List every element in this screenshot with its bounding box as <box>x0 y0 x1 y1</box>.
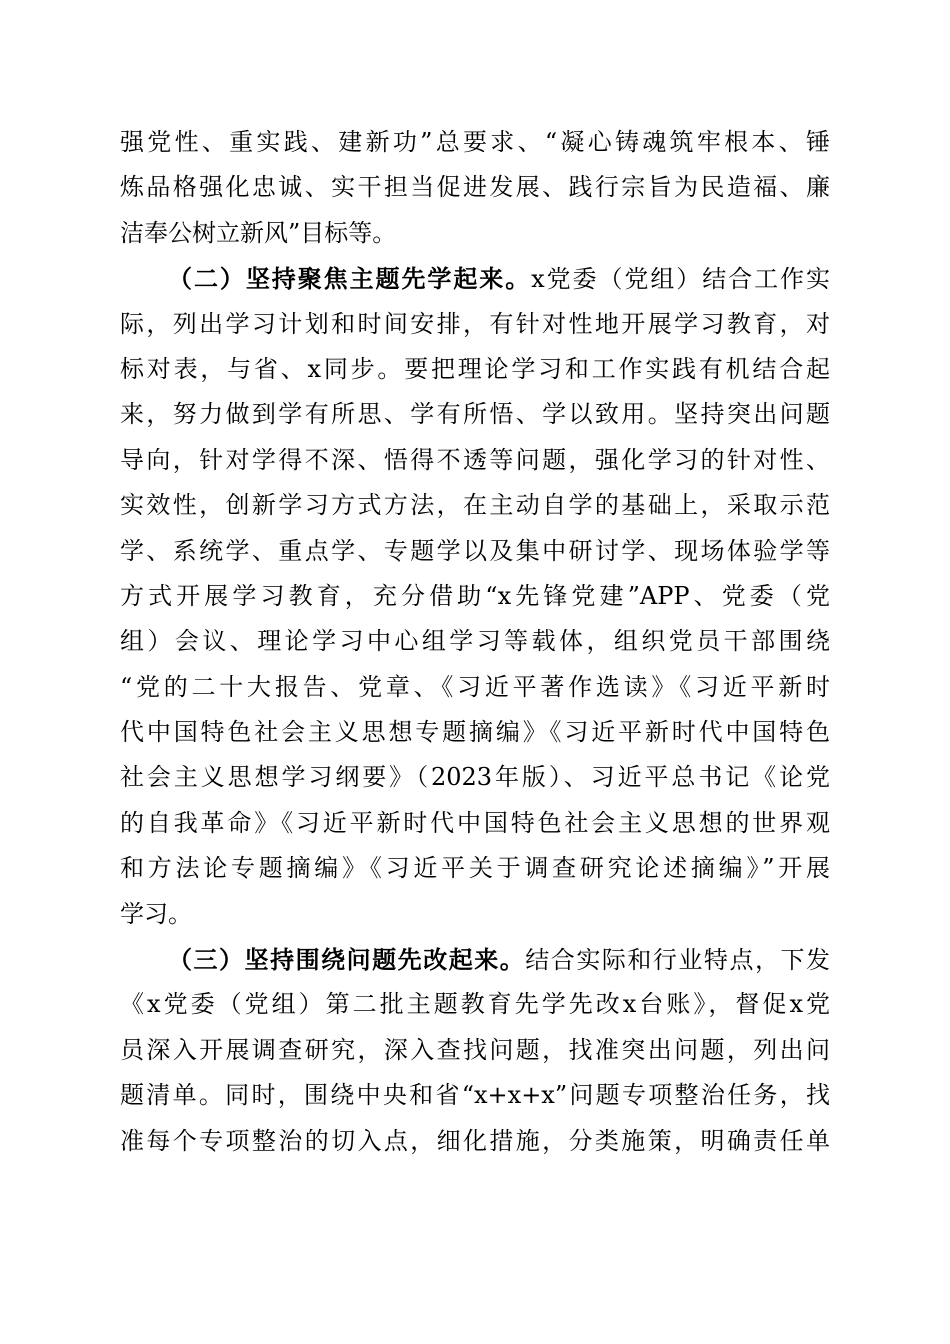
text-line: 的自我革命》《习近平新时代中国特色社会主义思想的世界观 <box>120 808 830 837</box>
text-line: 组）会议、理论学习中心组学习等载体，组织党员干部围绕 <box>120 627 830 656</box>
text-line: 准每个专项整治的切入点，细化措施，分类施策，明确责任单 <box>120 1126 830 1155</box>
text-line: 代中国特色社会主义思想专题摘编》《习近平新时代中国特色 <box>120 718 830 747</box>
text-line: 际，列出学习计划和时间安排，有针对性地开展学习教育，对 <box>120 309 830 338</box>
text-run: x党委（党组）结合工作实 <box>531 265 830 294</box>
section-heading: （二）坚持聚焦主题先学起来。 <box>168 264 532 294</box>
text-line: 洁奉公树立新风”目标等。 <box>120 218 397 247</box>
text-line: 炼品格强化忠诚、实干担当促进发展、践行宗旨为民造福、廉 <box>120 173 830 202</box>
text-line: “党的二十大报告、党章、《习近平著作选读》《习近平新时 <box>120 672 830 701</box>
document-page <box>120 120 830 1220</box>
text-line: 来，努力做到学有所思、学有所悟、学以致用。坚持突出问题 <box>120 400 830 429</box>
text-line: 学习。 <box>120 899 192 928</box>
paragraph-first-line <box>120 256 830 301</box>
text-line: 和方法论专题摘编》《习近平关于调查研究论述摘编》”开展 <box>120 854 830 883</box>
text-line: 员深入开展调查研究，深入查找问题，找准突出问题，列出问 <box>120 1035 830 1064</box>
text-line: 题清单。同时，围绕中央和省“x+x+x”问题专项整治任务，找 <box>120 1081 830 1110</box>
text-run: 结合实际和行业特点，下发 <box>525 946 831 975</box>
text-line: 强党性、重实践、建新功”总要求、“凝心铸魂筑牢根本、锤 <box>120 128 830 156</box>
text-line: 导向，针对学得不深、悟得不透等问题，强化学习的针对性、 <box>120 445 830 474</box>
text-line: 学、系统学、重点学、专题学以及集中研讨学、现场体验学等 <box>120 536 830 565</box>
text-line: 实效性，创新学习方式方法，在主动自学的基础上，采取示范 <box>120 491 830 520</box>
text-line: 《x党委（党组）第二批主题教育先学先改x台账》，督促x党 <box>120 990 830 1019</box>
paragraph-first-line <box>120 937 830 982</box>
text-line: 社会主义思想学习纲要》（2023年版）、习近平总书记《论党 <box>120 763 830 792</box>
section-heading: （三）坚持围绕问题先改起来。 <box>168 945 526 975</box>
text-line: 方式开展学习教育，充分借助“x先锋党建”APP、党委（党 <box>120 581 830 610</box>
text-line: 标对表，与省、x同步。要把理论学习和工作实践有机结合起 <box>120 354 830 383</box>
